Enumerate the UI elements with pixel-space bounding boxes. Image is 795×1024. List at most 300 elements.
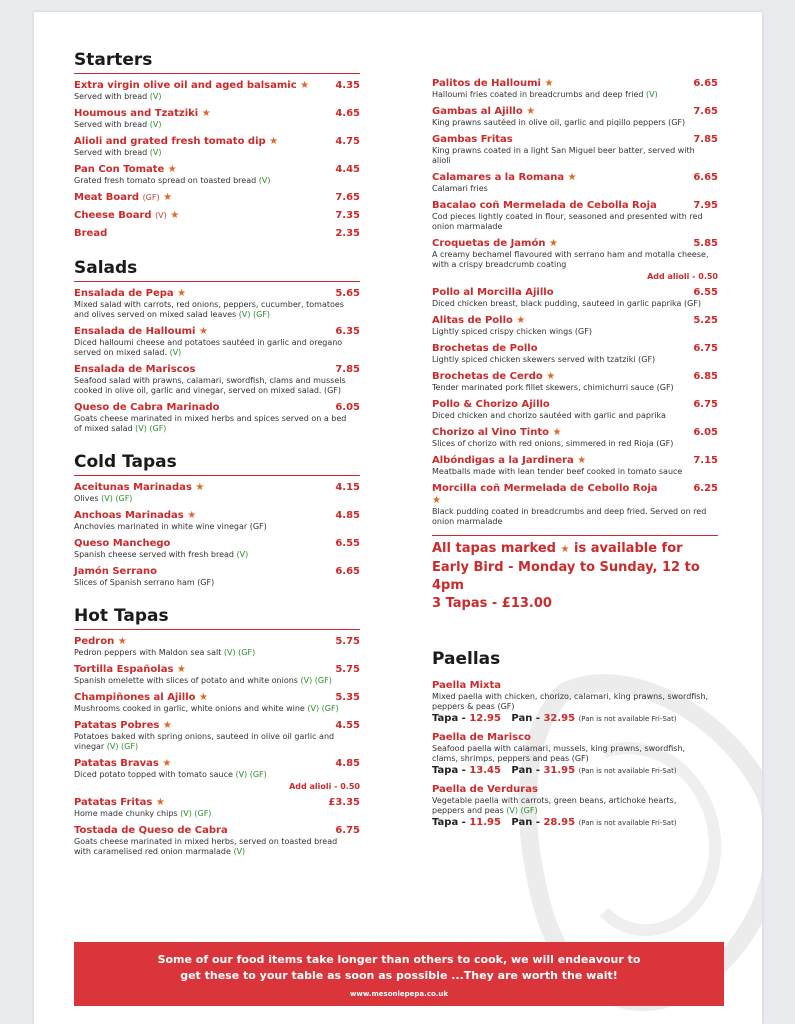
item-price: 6.85 [693, 371, 718, 382]
pan-label: Pan - [511, 713, 540, 724]
item-name [74, 192, 360, 204]
item-name-text: Bread [74, 228, 108, 239]
section-title-starters: Starters [74, 50, 360, 74]
menu-item [74, 228, 360, 240]
item-name [432, 399, 718, 411]
item-name [74, 210, 360, 222]
item-name [74, 80, 360, 92]
dietary-tag: (V) [236, 550, 249, 559]
paella-item [432, 784, 718, 828]
item-description-text: Slices of chorizo with red onions, simmered in red Rioja (GF) [432, 439, 674, 448]
dietary-tag: (V) (GF) [506, 806, 538, 815]
menu-item [432, 78, 718, 100]
item-description-text: Calamari fries [432, 184, 488, 193]
item-name-text: Patatas Fritas [74, 797, 153, 808]
paella-description-text: Mixed paella with chicken, chorizo, calamari, king prawns, swordfish, peppers & peas (GF) [432, 692, 709, 711]
paella-description [432, 796, 718, 816]
menu-item [74, 326, 360, 358]
menu-item [74, 797, 360, 819]
item-description-text: Served with bread [74, 120, 148, 129]
item-description [432, 467, 718, 477]
item-price: 7.85 [335, 364, 360, 375]
menu-item [74, 192, 360, 204]
item-description [74, 522, 360, 532]
item-name [432, 455, 718, 467]
menu-item [74, 825, 360, 857]
item-name [74, 636, 360, 648]
item-name [74, 538, 360, 550]
menu-item [432, 399, 718, 421]
item-description [74, 809, 360, 819]
item-description-text: Goats cheese marinated in mixed herbs, served on toasted bread with caramelised red onion marmalade [74, 837, 338, 856]
star-icon: ★ [170, 210, 180, 221]
item-description-text: Slices of Spanish serrano ham (GF) [74, 578, 215, 587]
item-price: 6.65 [335, 566, 360, 577]
tapa-price: 13.45 [469, 765, 501, 776]
item-name [432, 200, 718, 212]
dietary-tag: (V) (GF) [106, 742, 139, 751]
pan-label: Pan - [511, 765, 540, 776]
item-description-text: Goats cheese marinated in mixed herbs and spices served on a bed of mixed salad [74, 414, 347, 433]
item-description [74, 338, 360, 358]
star-icon: ★ [269, 136, 279, 147]
item-description [74, 837, 360, 857]
tapa-label: Tapa - [432, 817, 466, 828]
item-description [432, 184, 718, 194]
dietary-tag: (V) (GF) [235, 770, 267, 779]
item-name [74, 108, 360, 120]
paella-description [432, 692, 718, 712]
hot-tapas-list-right [432, 78, 718, 527]
dietary-tag: (V) (GF) [300, 676, 332, 685]
item-description-text: Grated fresh tomato spread on toasted bread [74, 176, 257, 185]
tapa-price: 12.95 [469, 713, 501, 724]
pan-label: Pan - [511, 817, 540, 828]
item-description-text: Cod pieces lightly coated in flour, seasoned and presented with red onion marmalade [432, 212, 703, 231]
item-name-text: Tortilla Españolas [74, 664, 174, 675]
star-icon: ★ [300, 80, 310, 91]
pan-price: 32.95 [543, 713, 576, 724]
item-name [74, 825, 360, 837]
star-icon: ★ [526, 106, 536, 117]
star-icon: ★ [187, 510, 197, 521]
item-price: 5.35 [335, 692, 360, 703]
item-price: 7.95 [693, 200, 718, 211]
item-price: 5.75 [335, 664, 360, 675]
star-icon: ★ [199, 692, 208, 703]
star-icon: ★ [162, 720, 172, 731]
menu-item [74, 402, 360, 434]
item-name [432, 134, 718, 146]
item-name [74, 797, 360, 809]
menu-item [74, 164, 360, 186]
menu-item [432, 200, 718, 232]
item-price: 6.75 [693, 343, 718, 354]
item-price: 6.55 [693, 287, 718, 298]
item-name-text: Meat Board [74, 192, 140, 203]
item-description [74, 92, 360, 102]
item-name-text: Tostada de Queso de Cabra [74, 825, 228, 836]
item-name-text: Gambas al Ajillo [432, 106, 523, 117]
item-description [432, 299, 718, 309]
item-description [432, 250, 718, 270]
menu-item [74, 288, 360, 320]
dietary-tag: (V) (GF) [135, 424, 167, 433]
paella-prices [432, 765, 718, 776]
hot-tapas-section [74, 606, 360, 857]
early-bird-offer [432, 535, 718, 613]
pan-price: 31.95 [543, 765, 576, 776]
menu-item [74, 482, 360, 504]
menu-item [74, 80, 360, 102]
item-description-text: Anchovies marinated in white wine vinegar (GF) [74, 522, 267, 531]
dietary-tag: (GF) [142, 193, 160, 202]
item-price: 2.35 [335, 228, 360, 239]
item-name [432, 238, 718, 250]
item-price: 6.05 [335, 402, 360, 413]
item-description-text: Spanish omelette with slices of potato and white onions [74, 676, 298, 685]
item-description-text: King prawns coated in a light San Miguel beer batter, served with alioli [432, 146, 695, 165]
section-title-hot-tapas: Hot Tapas [74, 606, 360, 630]
paella-description [432, 744, 718, 764]
item-description [432, 439, 718, 449]
item-name [74, 288, 360, 300]
item-price: 5.75 [335, 636, 360, 647]
item-name [74, 720, 360, 732]
dietary-tag: (V) (GF) [223, 648, 256, 657]
starters-list [74, 80, 360, 240]
item-description [432, 146, 718, 166]
item-description [74, 148, 360, 158]
item-name-text: Brochetas de Pollo [432, 343, 538, 354]
menu-item [74, 510, 360, 532]
item-name-text: Morcilla coñ Mermelada de Cebollo Roja [432, 483, 658, 494]
star-icon: ★ [548, 238, 558, 249]
dietary-tag: (V) [149, 148, 162, 157]
early-bird-line-2: Early Bird - Monday to Sunday, 12 to 4pm [432, 560, 700, 593]
item-description-text: Diced chicken and chorizo sautéed with garlic and paprika [432, 411, 666, 420]
menu-item [432, 427, 718, 449]
menu-item [74, 136, 360, 158]
item-name-text: Patatas Pobres [74, 720, 160, 731]
dietary-tag: (V) [258, 176, 271, 185]
menu-item [74, 364, 360, 396]
item-name [74, 566, 360, 578]
menu-item [432, 172, 718, 194]
star-icon: ★ [577, 455, 587, 466]
item-name-text: Palitos de Halloumi [432, 78, 541, 89]
item-description [74, 494, 360, 504]
item-price: 4.85 [335, 510, 360, 521]
item-price: 4.75 [335, 136, 360, 147]
paella-name: Paella de Marisco [432, 732, 531, 743]
item-name [74, 364, 360, 376]
item-name [74, 510, 360, 522]
item-price: 7.15 [693, 455, 718, 466]
item-name [432, 287, 718, 299]
item-description-text: Spanish cheese served with fresh bread [74, 550, 234, 559]
item-price: 6.25 [693, 483, 718, 494]
pan-price: 28.95 [543, 817, 576, 828]
item-description-text: Seafood salad with prawns, calamari, swordfish, clams and mussels cooked in olive oil, garlic and vinegar, served on mixed salad. (GF) [74, 376, 346, 395]
item-name-text: Pollo & Chorizo Ajillo [432, 399, 550, 410]
item-name [74, 136, 360, 148]
item-description-text: Diced potato topped with tomato sauce [74, 770, 233, 779]
star-icon: ★ [432, 495, 441, 506]
item-description [432, 327, 718, 337]
menu-item [74, 108, 360, 130]
star-icon: ★ [516, 315, 526, 326]
cold-tapas-section [74, 452, 360, 588]
banner-line-2: get these to your table as soon as possible ...They are worth the wait! [180, 969, 618, 982]
item-name [74, 326, 360, 338]
paellas-section [432, 649, 718, 828]
star-icon: ★ [176, 664, 186, 675]
item-name [432, 371, 718, 383]
menu-item [432, 238, 718, 281]
item-price: 4.15 [335, 482, 360, 493]
star-icon: ★ [560, 544, 570, 555]
item-description [74, 376, 360, 396]
item-description-text: Lightly spiced crispy chicken wings (GF) [432, 327, 592, 336]
item-price: 7.35 [335, 210, 360, 221]
dietary-tag: (V) (GF) [238, 310, 271, 319]
item-price: 4.35 [335, 80, 360, 91]
early-bird-text-a: All tapas marked [432, 541, 556, 556]
hot-tapas-list-left [74, 636, 360, 857]
item-name-text: Brochetas de Cerdo [432, 371, 543, 382]
banner-message [74, 942, 724, 984]
item-description [74, 300, 360, 320]
star-icon: ★ [177, 288, 187, 299]
paella-item [432, 732, 718, 776]
item-description-text: Black pudding coated in breadcrumbs and deep fried. Served on red onion marmalade [432, 507, 707, 526]
item-name [432, 315, 718, 327]
item-description [432, 118, 718, 128]
star-icon: ★ [201, 108, 211, 119]
star-icon: ★ [117, 636, 127, 647]
salads-section [74, 258, 360, 434]
item-name-text: Houmous and Tzatziki [74, 108, 199, 119]
dietary-tag: (V) (GF) [101, 494, 133, 503]
item-price: 4.55 [335, 720, 360, 731]
item-name-text: Pedron [74, 636, 115, 647]
menu-item [74, 210, 360, 222]
item-price: 7.65 [335, 192, 360, 203]
right-column [432, 78, 718, 828]
item-description-text: Lightly spiced chicken skewers served with tzatziki (GF) [432, 355, 656, 364]
item-name-text: Ensalada de Mariscos [74, 364, 196, 375]
menu-item [432, 343, 718, 365]
item-price: 5.65 [335, 288, 360, 299]
item-price: 4.85 [335, 758, 360, 769]
add-on-price: Add alioli - 0.50 [647, 272, 718, 281]
item-price: 7.85 [693, 134, 718, 145]
menu-item [74, 692, 360, 714]
add-on-price: Add alioli - 0.50 [289, 782, 360, 791]
dietary-tag: (V) (GF) [180, 809, 212, 818]
item-price: 6.65 [693, 172, 718, 183]
item-price: 6.65 [693, 78, 718, 89]
paella-description-text: Vegetable paella with carrots, green beans, artichoke hearts, peppers and peas [432, 796, 677, 815]
item-price: 6.05 [693, 427, 718, 438]
menu-item [432, 371, 718, 393]
menu-item [432, 315, 718, 337]
item-price: 6.55 [335, 538, 360, 549]
item-name-text: Albóndigas a la Jardinera [432, 455, 574, 466]
item-name [74, 402, 360, 414]
item-name [74, 758, 360, 770]
item-description-text: Meatballs made with lean tender beef cooked in tomato sauce [432, 467, 683, 476]
item-description-text: Potatoes baked with spring onions, sauteed in olive oil garlic and vinegar [74, 732, 335, 751]
item-price: £3.35 [328, 797, 360, 808]
item-price: 6.35 [335, 326, 360, 337]
item-description [432, 90, 718, 100]
item-description-text: Diced chicken breast, black pudding, sauteed in garlic paprika (GF) [432, 299, 702, 308]
menu-item [432, 106, 718, 128]
website-link[interactable]: www.mesonlepepa.co.uk [349, 990, 449, 998]
menu-item [432, 483, 718, 527]
item-price: 5.25 [693, 315, 718, 326]
item-price: 6.75 [335, 825, 360, 836]
item-name-text: Patatas Bravas [74, 758, 159, 769]
item-description [74, 648, 360, 658]
item-description-text: Mushrooms cooked in garlic, white onions and white wine [74, 704, 305, 713]
tapa-label: Tapa - [432, 765, 466, 776]
menu-item [74, 720, 360, 752]
item-name-text: Champiñones al Ajillo [74, 692, 196, 703]
paella-list [432, 680, 718, 828]
item-description [74, 414, 360, 434]
item-name-text: Cheese Board [74, 210, 152, 221]
paella-prices [432, 713, 718, 724]
item-description [74, 550, 360, 560]
item-price: 5.85 [693, 238, 718, 249]
item-price: 7.65 [693, 106, 718, 117]
star-icon: ★ [195, 482, 205, 493]
early-bird-line-1 [432, 540, 718, 559]
item-description [74, 704, 360, 714]
item-price: 4.65 [335, 108, 360, 119]
item-name [432, 106, 718, 118]
item-description [432, 355, 718, 365]
item-description [74, 676, 360, 686]
item-name-text: Anchoas Marinadas [74, 510, 184, 521]
item-name-text: Alitas de Pollo [432, 315, 513, 326]
menu-item [74, 538, 360, 560]
item-name-text: Chorizo al Vino Tinto [432, 427, 549, 438]
star-icon: ★ [167, 164, 177, 175]
item-description-text: A creamy bechamel flavoured with serrano ham and motalla cheese, with a crispy breadcrumb coating [432, 250, 709, 269]
section-title-paellas: Paellas [432, 649, 501, 669]
item-name [74, 692, 360, 704]
starters-section [74, 50, 360, 240]
item-description-text: Olives [74, 494, 99, 503]
dietary-tag: (V) [155, 211, 167, 220]
item-description-text: Tender marinated pork fillet skewers, chimichurri sauce (GF) [432, 383, 674, 392]
paella-prices [432, 817, 718, 828]
paella-item [432, 680, 718, 724]
item-name-text: Ensalada de Pepa [74, 288, 174, 299]
star-icon: ★ [155, 797, 165, 808]
dietary-tag: (V) [233, 847, 246, 856]
item-description-text: Diced halloumi cheese and potatoes sautéed in garlic and oregano served on mixed salad. [74, 338, 343, 357]
item-description-text: King prawns sautéed in olive oil, garlic and piqillo peppers (GF) [432, 118, 686, 127]
menu-item [432, 134, 718, 166]
item-name-text: Alioli and grated fresh tomato dip [74, 136, 266, 147]
menu-item [432, 455, 718, 477]
pan-availability-note: (Pan is not available Fri-Sat) [578, 715, 677, 723]
cold-tapas-list [74, 482, 360, 588]
paella-name: Paella Mixta [432, 680, 502, 691]
dietary-tag: (V) [169, 348, 182, 357]
item-name-text: Gambas Fritas [432, 134, 513, 145]
star-icon: ★ [567, 172, 577, 183]
item-name [432, 78, 718, 90]
banner-line-1: Some of our food items take longer than others to cook, we will endeavour to [157, 953, 641, 966]
dietary-tag: (V) (GF) [307, 704, 339, 713]
menu-item [74, 636, 360, 658]
star-icon: ★ [198, 326, 208, 337]
item-description [74, 732, 360, 752]
notice-banner [74, 942, 724, 1006]
item-name [74, 228, 360, 240]
tapa-price: 11.95 [469, 817, 501, 828]
item-description [432, 507, 718, 527]
early-bird-line-3: 3 Tapas - £13.00 [432, 596, 552, 611]
star-icon: ★ [544, 78, 554, 89]
pan-availability-note: (Pan is not available Fri-Sat) [578, 819, 677, 827]
item-price: 6.75 [693, 399, 718, 410]
item-name-text: Pan Con Tomate [74, 164, 165, 175]
dietary-tag: (V) [149, 120, 162, 129]
item-price: 4.45 [335, 164, 360, 175]
item-name [74, 664, 360, 676]
item-description-text: Home made chunky chips [74, 809, 178, 818]
section-title-salads: Salads [74, 258, 360, 282]
item-name-text: Jamón Serrano [74, 566, 157, 577]
star-icon: ★ [162, 758, 172, 769]
item-description [74, 176, 360, 186]
star-icon: ★ [163, 192, 173, 203]
salads-list [74, 288, 360, 434]
tapa-label: Tapa - [432, 713, 466, 724]
item-description [74, 770, 360, 780]
menu-item [74, 664, 360, 686]
item-name-text: Ensalada de Halloumi [74, 326, 196, 337]
menu-item [432, 287, 718, 309]
paella-description-text: Seafood paella with calamari, mussels, king prawns, swordfish, clams, shrimps, peppers and peas (GF) [432, 744, 686, 763]
item-description [74, 578, 360, 588]
menu-item [74, 758, 360, 791]
paella-name: Paella de Verduras [432, 784, 538, 795]
item-name-text: Calamares a la Romana [432, 172, 565, 183]
item-description-text: Served with bread [74, 148, 148, 157]
star-icon: ★ [546, 371, 556, 382]
dietary-tag: (V) [646, 90, 658, 99]
item-description [432, 383, 718, 393]
item-name [432, 427, 718, 439]
item-name-text: Bacalao coñ Mermelada de Cebolla Roja [432, 200, 657, 211]
star-icon: ★ [552, 427, 562, 438]
item-description [74, 120, 360, 130]
item-name [74, 482, 360, 494]
item-name [74, 164, 360, 176]
item-name [432, 172, 718, 184]
left-column [74, 50, 360, 857]
item-name-text: Pollo al Morcilla Ajillo [432, 287, 554, 298]
early-bird-text-b: is available for [574, 541, 683, 556]
